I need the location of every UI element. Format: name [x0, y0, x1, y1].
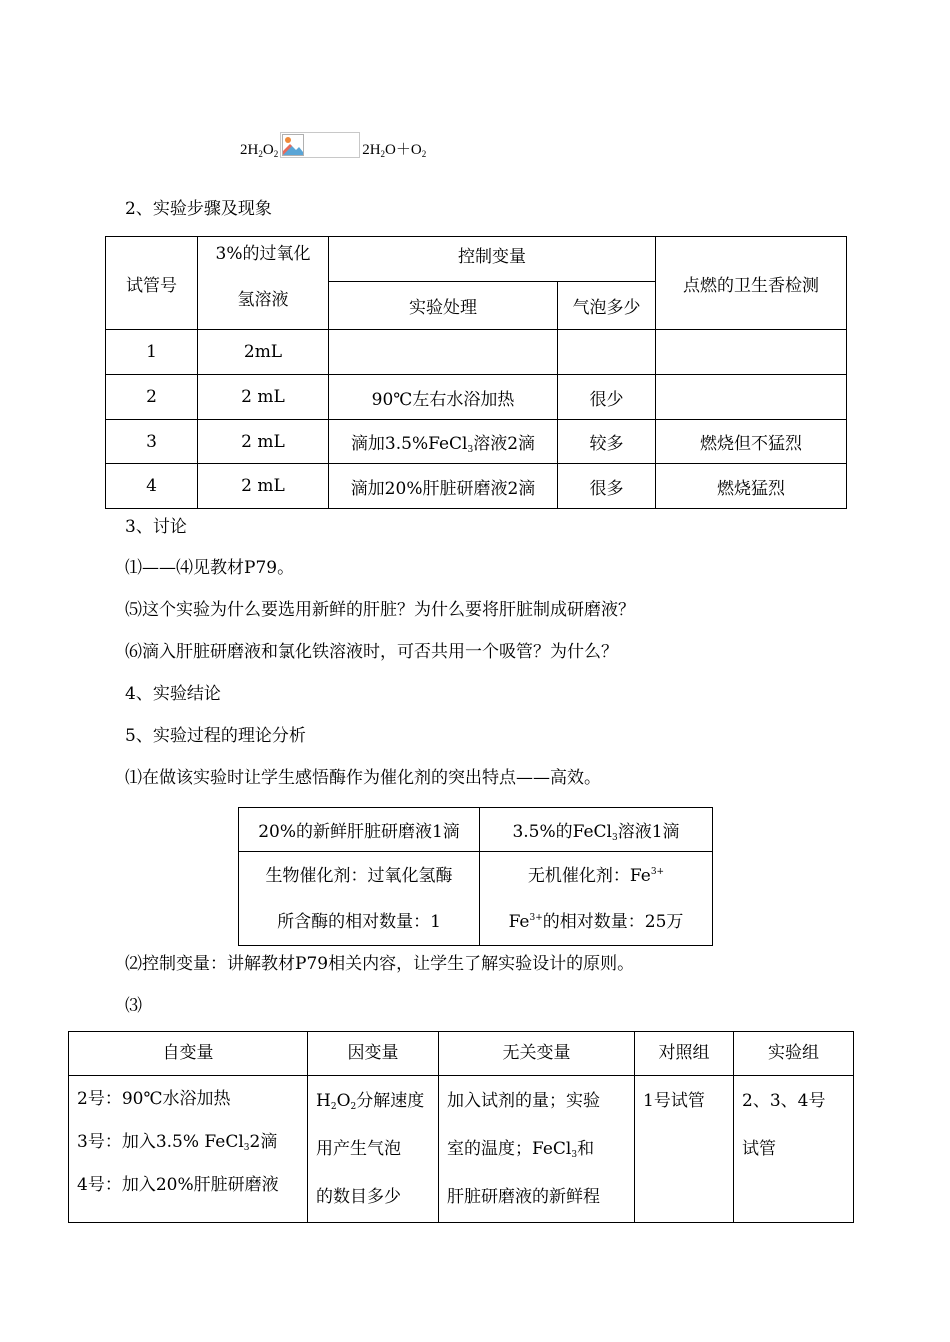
cell-dependent-variable — [308, 1076, 439, 1223]
experiment-table — [105, 236, 847, 509]
cv-line: 加入试剂的量；实验 — [447, 1091, 600, 1111]
eq-sub: 2 — [258, 149, 263, 159]
header-h2o2-line1: 3%的过氧化 — [215, 244, 311, 264]
dv-line: 的数目多少 — [316, 1187, 401, 1207]
cell-bubbles: 很多 — [558, 464, 656, 509]
cv-text: 室的温度；FeCl — [447, 1139, 572, 1159]
cell-bubbles: 较多 — [558, 420, 656, 464]
table-row — [106, 420, 847, 464]
catalyst-comparison-table — [238, 807, 713, 946]
cv-line — [447, 1124, 634, 1174]
header-dependent-variable: 因变量 — [308, 1032, 439, 1076]
cell-treatment: 90℃左右水浴加热 — [329, 375, 558, 420]
section-4-heading: 4、实验结论 — [125, 684, 221, 704]
dv-line — [316, 1076, 438, 1126]
treat-text: 溶液2滴 — [473, 434, 536, 454]
eq-text: O＋O — [385, 142, 422, 158]
cell-control-group — [635, 1076, 734, 1223]
cell-liver-header: 20%的新鲜肝脏研磨液1滴 — [239, 808, 480, 852]
fecl3-sub: 3 — [612, 833, 618, 843]
cell-bubbles — [558, 330, 656, 375]
table-row — [106, 464, 847, 509]
discussion-q5: ⑸这个实验为什么要选用新鲜的肝脏？为什么要将肝脏制成研磨液？ — [125, 600, 635, 620]
cv-text: 和 — [577, 1139, 595, 1159]
cell-tube: 2 — [106, 375, 198, 420]
inorganic-text: 的相对数量：25万 — [542, 911, 684, 932]
eq-text: 2H — [362, 142, 381, 158]
inorganic-text: Fe — [508, 911, 530, 932]
reaction-equation — [240, 132, 426, 159]
eq-sub: 2 — [380, 149, 386, 159]
cell-fecl3-header — [480, 808, 713, 852]
dv-text: 分解速度 — [356, 1091, 425, 1111]
fecl3-text: 3.5%的FeCl — [512, 822, 612, 842]
cell-tube: 4 — [106, 464, 198, 509]
analysis-p3: ⑶ — [125, 996, 142, 1016]
inorganic-text: 无机催化剂：Fe — [527, 865, 651, 886]
cell-bio-catalyst — [239, 852, 480, 946]
iv-text: 2滴 — [249, 1132, 278, 1152]
inorganic-catalyst-line2 — [480, 899, 712, 945]
inorganic-sup: 3+ — [529, 912, 543, 923]
header-independent-variable: 自变量 — [69, 1032, 308, 1076]
cell-independent-variable — [69, 1076, 308, 1223]
iv-sub: 3 — [243, 1143, 250, 1153]
cell-incense: 燃烧但不猛烈 — [656, 420, 847, 464]
cell-volume: 2 mL — [198, 464, 329, 509]
inorganic-catalyst-line1 — [480, 853, 712, 899]
cell-control-variables — [439, 1076, 635, 1223]
eq-sub: 2 — [421, 149, 427, 159]
cell-treatment: 滴加20%肝脏研磨液2滴 — [329, 464, 558, 509]
cell-volume: 2mL — [198, 330, 329, 375]
cell-treatment — [329, 330, 558, 375]
treat-sub: 3 — [467, 445, 474, 455]
header-control-variable: 控制变量 — [329, 237, 656, 282]
treat-text: 滴加3.5%FeCl — [350, 434, 468, 454]
header-h2o2-line2: 氢溶液 — [237, 290, 289, 310]
exp-line: 试管 — [742, 1139, 776, 1159]
fecl3-text: 溶液1滴 — [617, 822, 680, 842]
exp-line: 2、3、4号 — [742, 1091, 826, 1111]
table-row — [106, 375, 847, 420]
iv-line: 4号：加入20%肝脏研磨液 — [77, 1175, 279, 1195]
cell-incense: 燃烧猛烈 — [656, 464, 847, 509]
table-row — [106, 330, 847, 375]
iv-line — [77, 1121, 307, 1164]
section-2-heading: 2、实验步骤及现象 — [125, 199, 272, 219]
dv-line: 用产生气泡 — [316, 1139, 401, 1159]
cell-experimental-group — [734, 1076, 854, 1223]
header-treatment: 实验处理 — [329, 282, 558, 330]
dv-sub: 2 — [350, 1102, 357, 1112]
eq-text: O — [262, 142, 274, 158]
cv-sub: 3 — [571, 1150, 578, 1160]
header-incense: 点燃的卫生香检测 — [656, 237, 847, 330]
inorganic-sup: 3+ — [650, 866, 665, 877]
broken-image-icon — [280, 132, 360, 158]
analysis-p2: ⑵控制变量：讲解教材P79相关内容，让学生了解实验设计的原则。 — [125, 954, 635, 974]
dv-sub: 2 — [330, 1102, 337, 1112]
ctrl-line: 1号试管 — [643, 1091, 705, 1111]
cell-tube: 1 — [106, 330, 198, 375]
eq-lhs-text: 2H — [240, 142, 259, 158]
bio-catalyst-line1: 生物催化剂：过氧化氢酶 — [265, 865, 453, 886]
dv-text: H — [316, 1091, 331, 1111]
cell-incense — [656, 330, 847, 375]
cell-volume: 2 mL — [198, 375, 329, 420]
cell-treatment — [329, 420, 558, 464]
iv-line: 2号：90℃水浴加热 — [77, 1089, 231, 1109]
analysis-p1: ⑴在做该实验时让学生感悟酶作为催化剂的突出特点——高效。 — [125, 768, 601, 788]
variables-table — [68, 1031, 854, 1223]
cell-volume: 2 mL — [198, 420, 329, 464]
bio-catalyst-line2: 所含酶的相对数量：1 — [277, 911, 441, 932]
cell-tube: 3 — [106, 420, 198, 464]
header-experimental-group: 实验组 — [734, 1032, 854, 1076]
header-control-group: 对照组 — [635, 1032, 734, 1076]
header-control-variables: 无关变量 — [439, 1032, 635, 1076]
discussion-q1-4: ⑴——⑷见教材P79。 — [125, 558, 295, 578]
header-bubbles: 气泡多少 — [558, 282, 656, 330]
cell-bubbles: 很少 — [558, 375, 656, 420]
discussion-q6: ⑹滴入肝脏研磨液和氯化铁溶液时，可否共用一个吸管？为什么？ — [125, 642, 618, 662]
section-3-heading: 3、讨论 — [125, 517, 187, 537]
header-tube: 试管号 — [106, 237, 198, 330]
cv-line: 肝脏研磨液的新鲜程 — [447, 1187, 600, 1207]
cell-incense — [656, 375, 847, 420]
eq-sub: 2 — [273, 149, 279, 159]
dv-text: O — [336, 1091, 351, 1111]
header-h2o2 — [198, 237, 329, 330]
section-5-heading: 5、实验过程的理论分析 — [125, 726, 306, 746]
iv-text: 3号：加入3.5% FeCl — [77, 1132, 244, 1152]
cell-inorganic-catalyst — [480, 852, 713, 946]
